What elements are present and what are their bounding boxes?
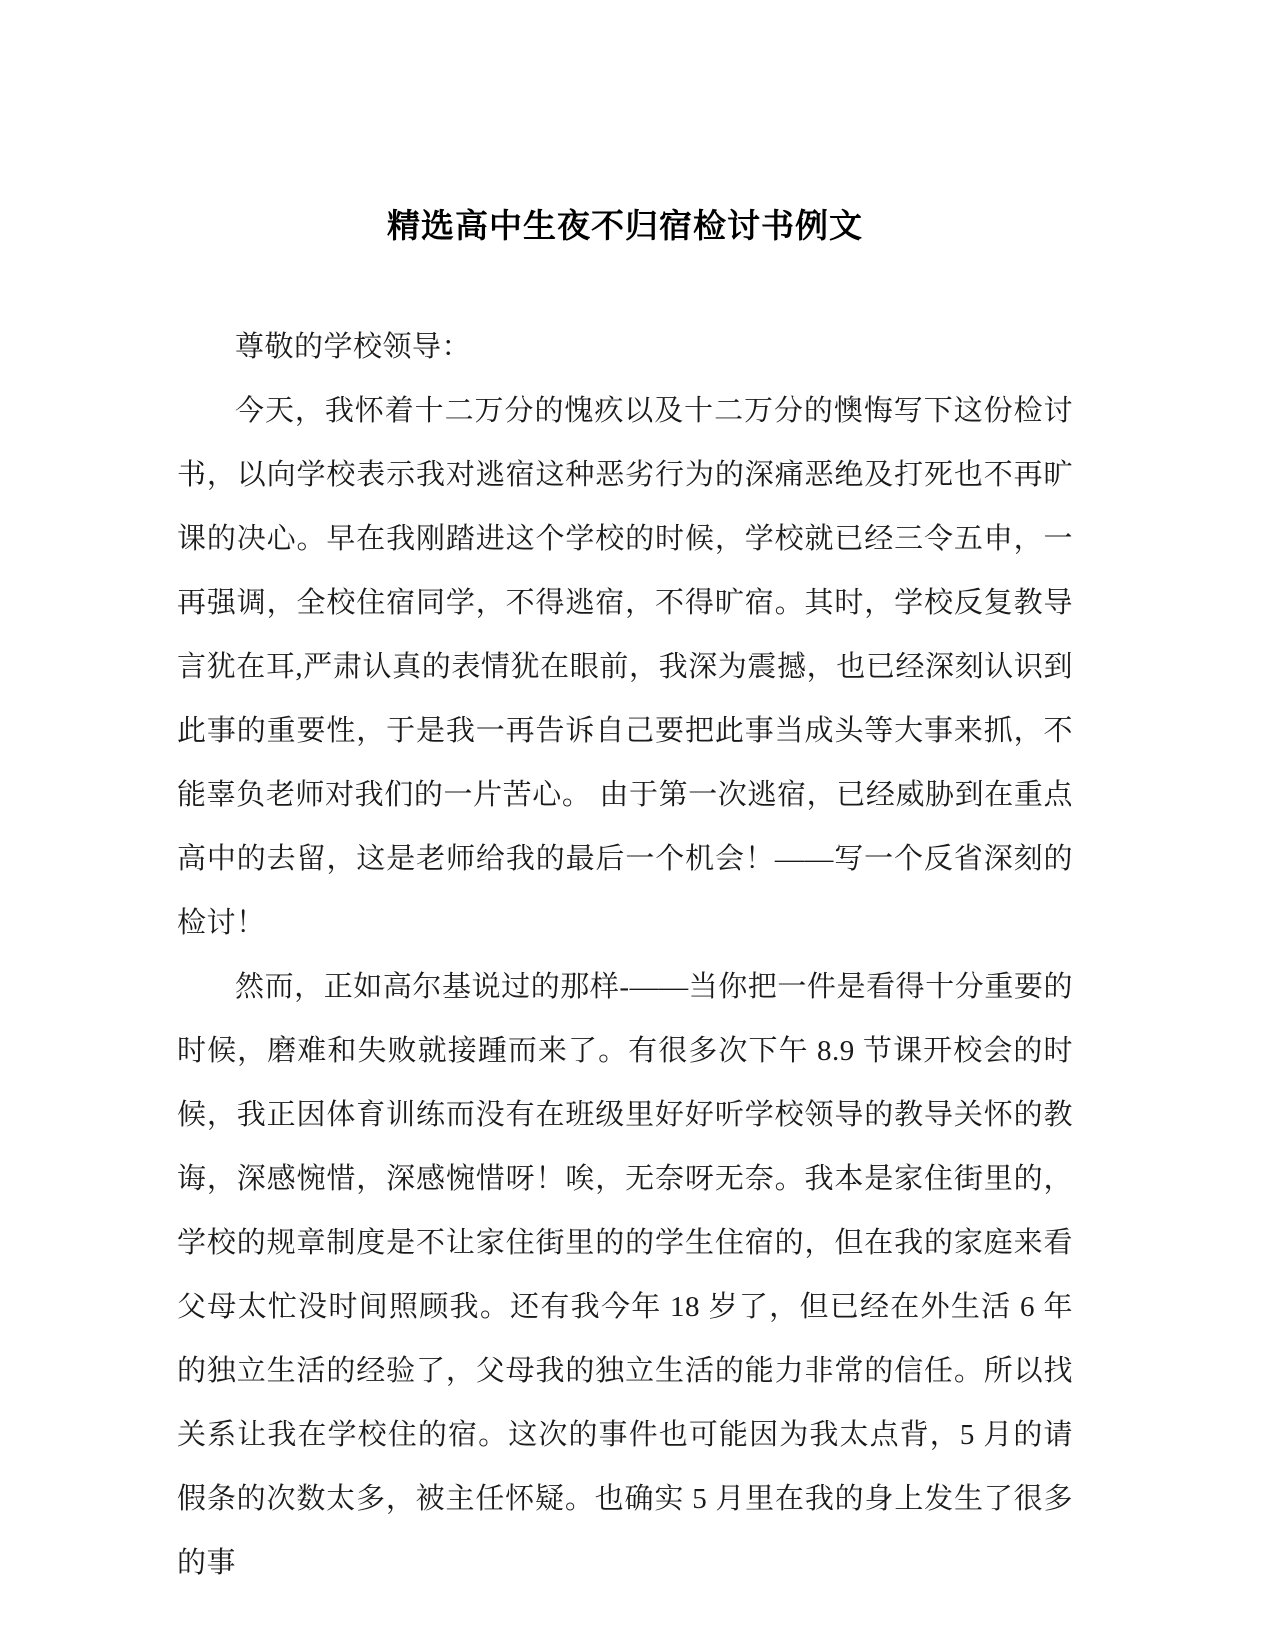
document-title: 精选高中生夜不归宿检讨书例文 <box>387 207 863 244</box>
document-body <box>177 315 1073 1595</box>
document-content <box>177 0 1073 1595</box>
body-paragraph-1: 今天，我怀着十二万分的愧疚以及十二万分的懊悔写下这份检讨书，以向学校表示我对逃宿这种恶劣行为的深痛恶绝及打死也不再旷课的决心。早在我刚踏进这个学校的时候，学校就已经三令五申，一再强调，全校住宿同学，不得逃宿，不得旷宿。其时，学校反复教导言犹在耳,严肃认真的表情犹在眼前，我深为震撼，也已经深刻认识到此事的重要性，于是我一再告诉自己要把此事当成头等大事来抓，不能辜负老师对我们的一片苦心。 由于第一次逃宿，已经威胁到在重点高中的去留，这是老师给我的最后一个机会！——写一个反省深刻的检讨！ <box>177 395 1073 939</box>
salutation-line: 尊敬的学校领导： <box>235 331 472 363</box>
body-paragraph-2: 然而，正如高尔基说过的那样-——当你把一件是看得十分重要的时候，磨难和失败就接踵而来了。有很多次下午 8.9 节课开校会的时候，我正因体育训练而没有在班级里好好听学校领导的教导关怀的教诲，深感惋惜，深感惋惜呀！唉，无奈呀无奈。我本是家住街里的，学校的规章制度是不让家住街里的的学生住宿的，但在我的家庭来看父母太忙没时间照顾我。还有我今年 18 岁了，但已经在外生活 6 年的独立生活的经验了，父母我的独立生活的能力非常的信任。所以找关系让我在学校住的宿。这次的事件也可能因为我太点背，5 月的请假条的次数太多，被主任怀疑。也确实 5 月里在我的身上发生了很多的事 <box>177 971 1073 1579</box>
